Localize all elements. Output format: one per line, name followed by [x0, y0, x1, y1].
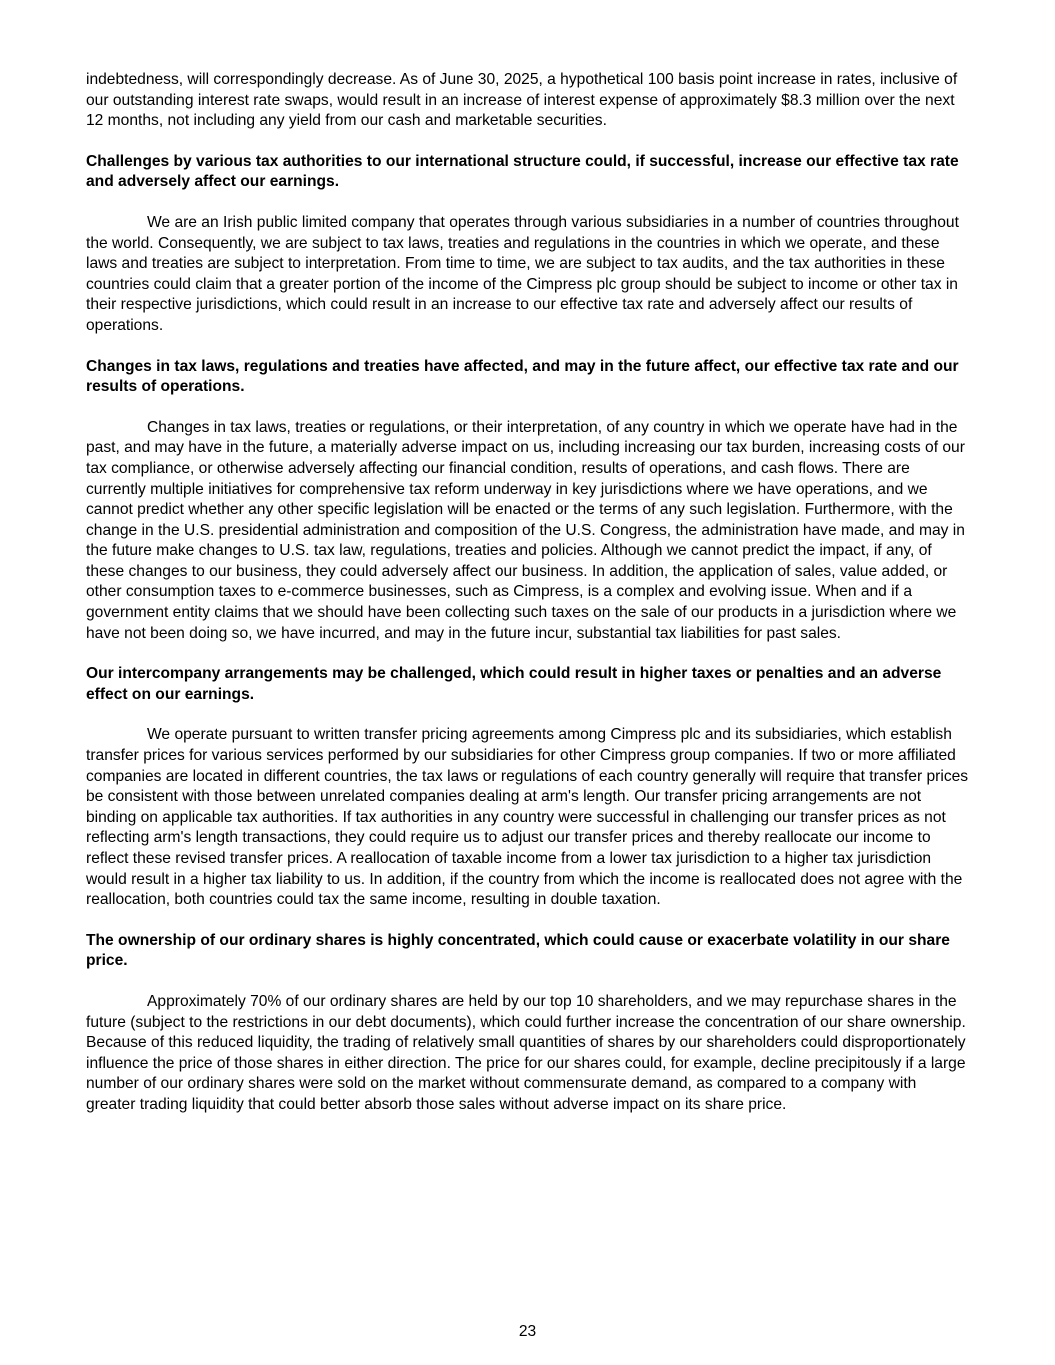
- document-page: [86, 70, 970, 1136]
- section-body-tax-structure: We are an Irish public limited company that operates through various subsidiaries in a number of countries throughout the world. Consequently, we are subject to tax laws, treaties and regulations in the countries in which we operate, and these laws and treaties are subject to interpretation. From time to time, we are subject to tax audits, and the tax authorities in these countries could claim that a greater portion of the income of the Cimpress plc group should be subject to income or other tax in their respective jurisdictions, which could result in an increase to our effective tax rate and adversely affect our results of operations.: [86, 213, 959, 334]
- intro-paragraph: indebtedness, will correspondingly decrease. As of June 30, 2025, a hypothetical 100 basis point increase in rates, inclusive of our outstanding interest rate swaps, would result in an increase of interest expense of approximately $8.3 million over the next 12 months, not including any yield from our cash and marketable securities.: [86, 71, 958, 130]
- section-body-intercompany: We operate pursuant to written transfer pricing agreements among Cimpress plc and its subsidiaries, which establish transfer prices for various services performed by our subsidiaries for other Cimpress group companies. If two or more affiliated companies are located in different countries, the tax laws or regulations of each country generally will require that transfer prices be consistent with those between unrelated companies dealing at arm's length. Our transfer pricing arrangements are not binding on applicable tax authorities. If tax authorities in any country were successful in challenging our transfer prices as not reflecting arm's length transactions, they could require us to adjust our transfer prices and thereby reallocate our income to reflect these revised transfer prices. A reallocation of taxable income from a lower tax jurisdiction to a higher tax jurisdiction would result in a higher tax liability to us. In addition, if the country from which the income is reallocated does not agree with the reallocation, both countries could tax the same income, resulting in double taxation.: [86, 726, 969, 909]
- page-number: 23: [518, 1323, 537, 1340]
- section-heading-intercompany: Our intercompany arrangements may be challenged, which could result in higher taxes or penalties and an adverse effect on our earnings.: [86, 665, 942, 703]
- section-body-ownership: Approximately 70% of our ordinary shares are held by our top 10 shareholders, and we may repurchase shares in the future (subject to the restrictions in our debt documents), which could further increase the concentration of our share ownership. Because of this reduced liquidity, the trading of relatively small quantities of shares by our shareholders could disproportionately influence the price of those shares in either direction. The price for our shares could, for example, decline precipitously if a large number of our ordinary shares were sold on the market without commensurate demand, as compared to a company with greater trading liquidity that could better absorb those sales without adverse impact on its share price.: [86, 992, 966, 1113]
- section-heading-ownership: The ownership of our ordinary shares is highly concentrated, which could cause or exacerbate volatility in our share price.: [86, 931, 950, 970]
- section-heading-tax-law-changes: Changes in tax laws, regulations and treaties have affected, and may in the future affect, our effective tax rate and our results of operations.: [86, 357, 959, 396]
- section-heading-tax-structure: Challenges by various tax authorities to our international structure could, if successful, increase our effective tax rate and adversely affect our earnings.: [86, 152, 959, 191]
- section-body-tax-law-changes: Changes in tax laws, treaties or regulations, or their interpretation, of any country in which we operate have had in the past, and may have in the future, a materially adverse impact on us, including increasing our tax burden, increasing costs of our tax compliance, or otherwise adversely affecting our financial condition, results of operations, and cash flows. There are currently multiple initiatives for comprehensive tax reform underway in key jurisdictions where we have operations, and we cannot predict whether any other specific legislation will be enacted or the terms of any such legislation. Furthermore, with the change in the U.S. presidential administration and composition of the U.S. Congress, the administration have made, and may in the future make changes to U.S. tax law, regulations, treaties and policies. Although we cannot predict the impact, if any, of these changes to our business, they could adversely affect our business. In addition, the application of sales, value added, or other consumption taxes to e-commerce businesses, such as Cimpress, is a complex and evolving issue. When and if a government entity claims that we should have been collecting such taxes on the sale of our products in a jurisdiction where we have not been doing so, we have incurred, and may in the future incur, substantial tax liabilities for past sales.: [86, 418, 965, 642]
